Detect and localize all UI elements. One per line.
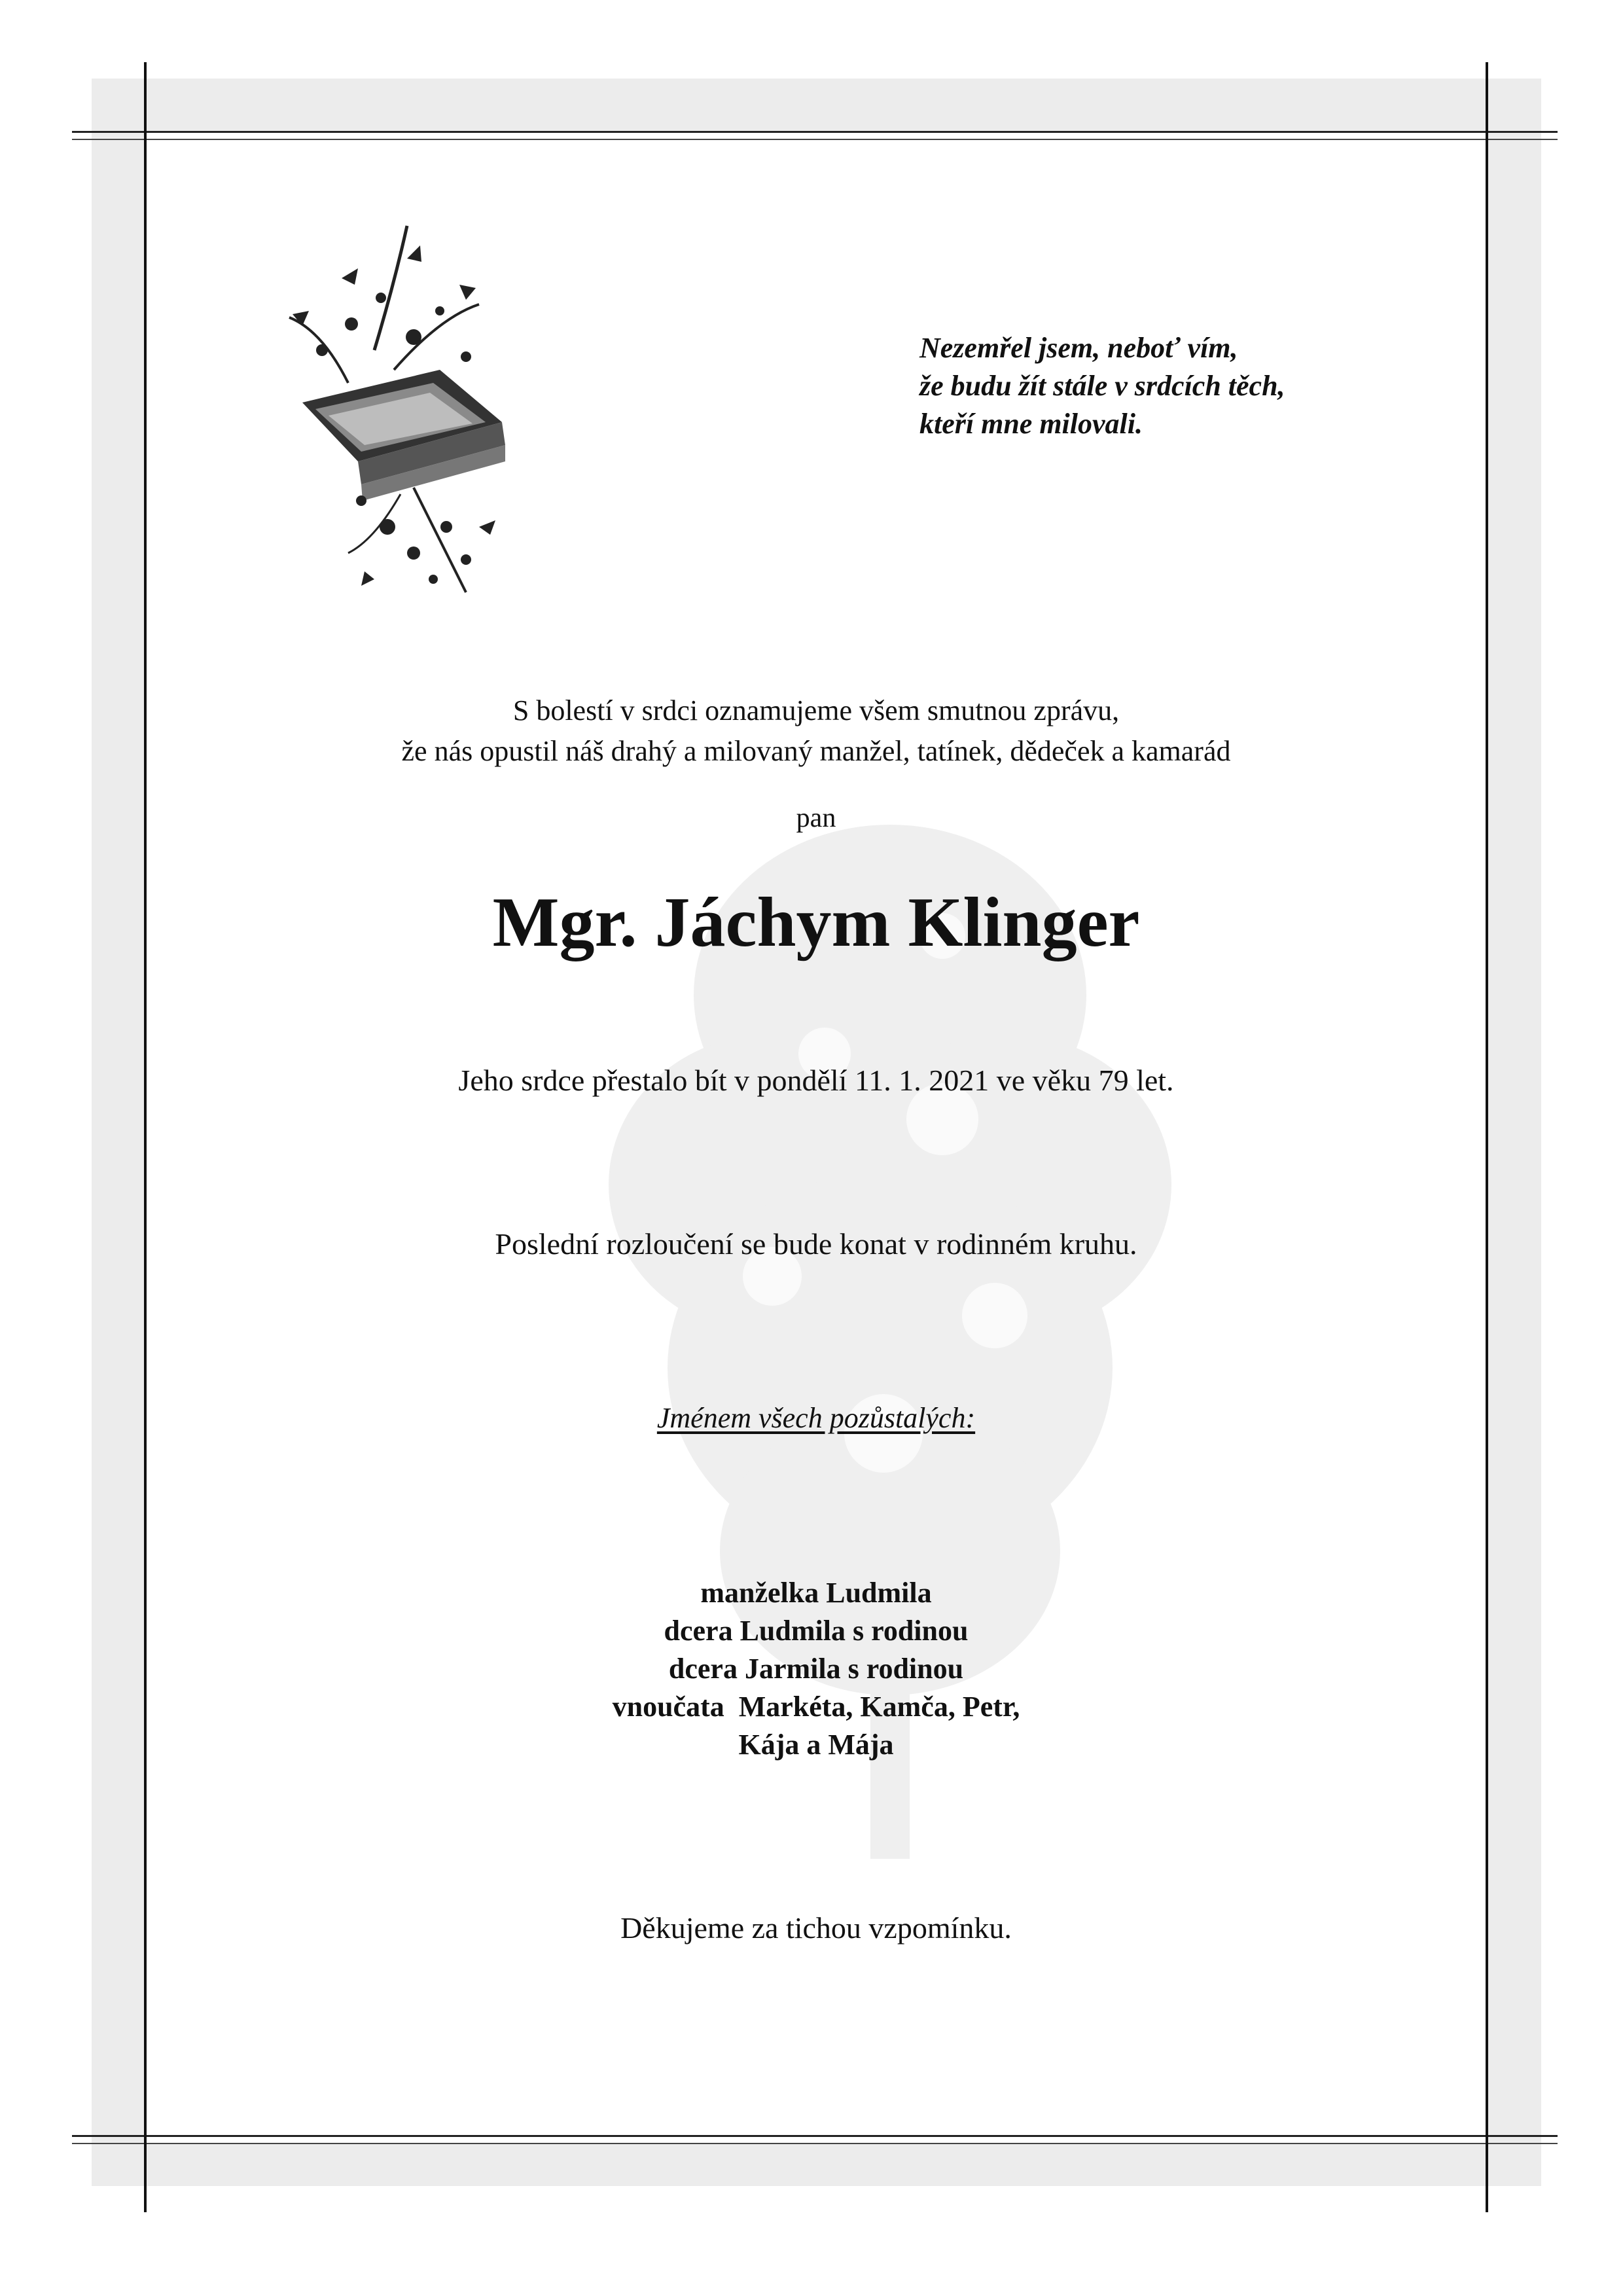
frame-bottom-line-2 (72, 2143, 1558, 2144)
frame-top-line-2 (72, 139, 1558, 140)
death-notice: Jeho srdce přestalo bít v pondělí 11. 1. 2021 ve věku 79 let. (458, 1064, 1174, 1097)
quote-line: kteří mne milovali. (919, 408, 1143, 440)
thanks-line: Děkujeme za tichou vzpomínku. (620, 1911, 1012, 1945)
frame-right-line (1486, 62, 1488, 2212)
intro-line: S bolestí v srdci oznamujeme všem smutnou zprávu, (512, 694, 1120, 726)
on-behalf-heading (145, 1399, 1487, 1438)
farewell-notice: Poslední rozloučení se bude konat v rodinném kruhu. (495, 1227, 1137, 1261)
mourner-item: Kája a Mája (738, 1729, 894, 1761)
intro-line: že nás opustil náš drahý a milovaný manžel, tatínek, dědeček a kamarád (401, 735, 1231, 767)
mourner-item: vnoučata Markéta, Kamča, Petr, (612, 1691, 1020, 1723)
frame-left-line (144, 62, 147, 2212)
quote-line: že budu žít stále v srdcích těch, (919, 370, 1285, 402)
deceased-name: Mgr. Jáchym Klinger (492, 884, 1140, 961)
mourner-item: dcera Ludmila s rodinou (664, 1615, 969, 1647)
on-behalf-text: Jménem všech pozůstalých: (656, 1402, 976, 1434)
frame-bottom-line (72, 2135, 1558, 2137)
quote-line: Nezemřel jsem, neboť vím, (919, 332, 1238, 364)
mourner-item: manželka Ludmila (700, 1577, 932, 1609)
announcement-intro (145, 691, 1487, 772)
frame-top-line (72, 131, 1558, 133)
salutation: pan (796, 803, 836, 833)
quote-block (919, 329, 1417, 443)
mourner-item: dcera Jarmila s rodinou (668, 1653, 964, 1685)
book-ornament-icon (243, 187, 551, 619)
mourners-list (145, 1574, 1487, 1764)
